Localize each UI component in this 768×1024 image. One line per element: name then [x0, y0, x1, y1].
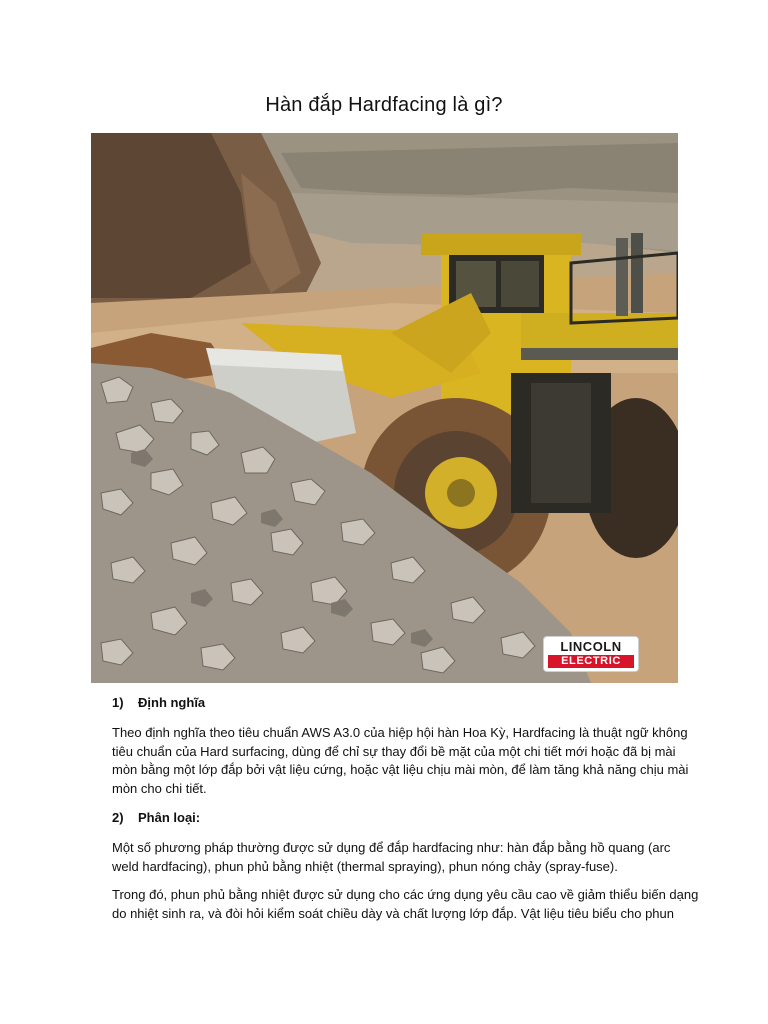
section-2-p1-line: weld hardfacing), phun phủ bằng nhiệt (thermal spraying), phun nóng chảy (spray-fuse). [112, 858, 618, 874]
wheel-loader-photo [91, 133, 678, 683]
section-1-line: Theo định nghĩa theo tiêu chuẩn AWS A3.0 của hiệp hội hàn Hoa Kỳ, Hardfacing là thuật ngữ không [112, 725, 688, 740]
page-title: Hàn đắp Hardfacing là gì? [265, 94, 503, 116]
lincoln-electric-logo [544, 637, 638, 671]
section-2-p2-line: do nhiệt sinh ra, và đòi hỏi kiểm soát chiều dày và chất lượng lớp đắp. Vật liệu tiêu biểu cho phun [112, 905, 674, 921]
section-1-number: 1) [112, 695, 124, 710]
section-1-line: tiêu chuẩn của Hard surfacing, dùng để chỉ sự thay đổi bề mặt của một chi tiết mới hoặc đã bị mài [112, 743, 676, 759]
section-2-paragraph-1 [112, 839, 678, 876]
logo-top-text: LINCOLN [560, 639, 622, 654]
section-2-p1-line: Một số phương pháp thường được sử dụng để đắp hardfacing như: hàn đắp bằng hồ quang (arc [112, 840, 671, 855]
section-2-heading [112, 810, 200, 825]
wheel-loader-illustration [91, 133, 678, 683]
section-1-heading [112, 695, 205, 710]
section-1-line: mòn cho chi tiết. [112, 780, 207, 796]
section-2-p2-line: Trong đó, phun phủ bằng nhiệt được sử dụng cho các ứng dụng yêu cầu cao về giảm thiểu biến dạng [112, 887, 699, 902]
section-2-number: 2) [112, 810, 124, 825]
section-1-paragraph [112, 724, 689, 798]
section-2-title: Phân loại: [138, 810, 201, 825]
section-2-paragraph-2 [112, 886, 699, 923]
section-1-line: mòn bằng một lớp đắp bởi vật liệu cứng, hoặc vật liệu chịu mài mòn, để làm tăng khả năng chịu mài [112, 762, 689, 777]
logo-bottom-text: ELECTRIC [548, 655, 634, 668]
section-1-title: Định nghĩa [138, 695, 206, 710]
